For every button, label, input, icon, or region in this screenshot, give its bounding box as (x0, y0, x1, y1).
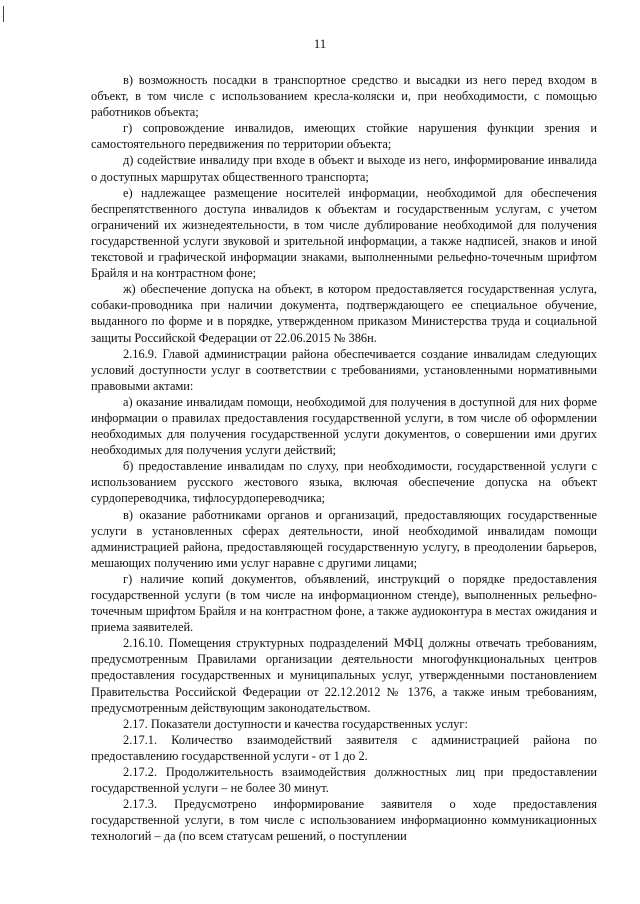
paragraph-2-17-1: 2.17.1. Количество взаимодействий заявителя с администрацией района по предоставлению государственной услуги - от 1 до 2. (91, 732, 597, 763)
paragraph-2-16-10: 2.16.10. Помещения структурных подразделений МФЦ должны отвечать требованиям, предусмотренным Правилами организации деятельности многофункциональных центров предоставления государственных и муниципальных услуг, утвержденными постановлением Правительства Российской Федерации от 22.12.2012 № 1376, а также иным требованиям, предусмотренным действующим законодательством. (91, 636, 597, 715)
scan-edge-mark (3, 6, 4, 22)
paragraph-v-boarding: в) возможность посадки в транспортное средство и высадки из него перед входом в объект, в том числе с использованием кресла-коляски и, при необходимости, с помощью работников объекта; (91, 73, 597, 120)
paragraph-e-information-carriers: е) надлежащее размещение носителей информации, необходимой для обеспечения беспрепятственного доступа инвалидов к объектам и государственным услугам, с учетом ограничений их жизнедеятельности, в том числе дублирование необходимой для получения государственной услуги звуковой и зрительной информации, а также надписей, знаков и иной текстовой и графической информации знаками, выполненными рельефно-точечным шрифтом Брайля и на контрастном фоне; (91, 185, 597, 281)
paragraph-2-17-3: 2.17.3. Предусмотрено информирование заявителя о ходе предоставления государственной услуги, в том числе с использованием информационно коммуникационных технологий – да (по всем статусам решений, о поступлении (91, 797, 597, 844)
paragraph-2-17: 2.17. Показатели доступности и качества государственных услуг: (123, 716, 468, 731)
paragraph-zh-guide-dog: ж) обеспечение допуска на объект, в котором предоставляется государственная услуга, собаки-проводника при наличии документа, подтверждающего ее специальное обучение, выданного по форме и в порядке, утвержденном приказом Министерства труда и социальной защиты Российской Федерации от 22.06.2015 № 386н. (91, 282, 597, 345)
paragraph-d-assistance: д) содействие инвалиду при входе в объект и выходе из него, информирование инвалида о доступных маршрутах общественного транспорта; (91, 153, 597, 184)
paragraph-g-braille-copies: г) наличие копий документов, объявлений, инструкций о порядке предоставления государственной услуги (в том числе на информационном стенде), выполненных рельефно-точечным шрифтом Брайля и на контрастном фоне, а также аудиоконтура в местах ожидания и приема заявителей. (91, 571, 597, 635)
document-body (91, 72, 597, 845)
paragraph-g-escort: г) сопровождение инвалидов, имеющих стойкие нарушения функции зрения и самостоятельного передвижения по территории объекта; (91, 121, 597, 152)
page-number: 11 (313, 36, 327, 51)
paragraph-a-assistance: а) оказание инвалидам помощи, необходимой для получения в доступной для них форме информации о правилах предоставления государственной услуги, в том числе об оформлении необходимых для получения государственной услуги документов, о совершении ими других необходимых для получения услуги действий; (91, 394, 597, 458)
paragraph-b-sign-language: б) предоставление инвалидам по слуху, при необходимости, государственной услуги с использованием русского жестового языка, включая обеспечение допуска на объект сурдопереводчика, тифлосурдопереводчика; (91, 459, 597, 506)
paragraph-2-17-2: 2.17.2. Продолжительность взаимодействия должностных лиц при предоставлении государственной услуги – не более 30 минут. (91, 765, 597, 796)
paragraph-v-staff-help: в) оказание работниками органов и организаций, предоставляющих государственные услуги в установленных сферах деятельности, иной необходимой инвалидам помощи администрацией района, предоставляющей государственную услугу, в преодолении барьеров, мешающих получению ими услуг наравне с другими лицами; (91, 507, 597, 570)
paragraph-2-16-9: 2.16.9. Главой администрации района обеспечивается создание инвалидам следующих условий доступности услуг в соответствии с требованиями, установленными нормативными правовыми актами: (91, 346, 597, 393)
